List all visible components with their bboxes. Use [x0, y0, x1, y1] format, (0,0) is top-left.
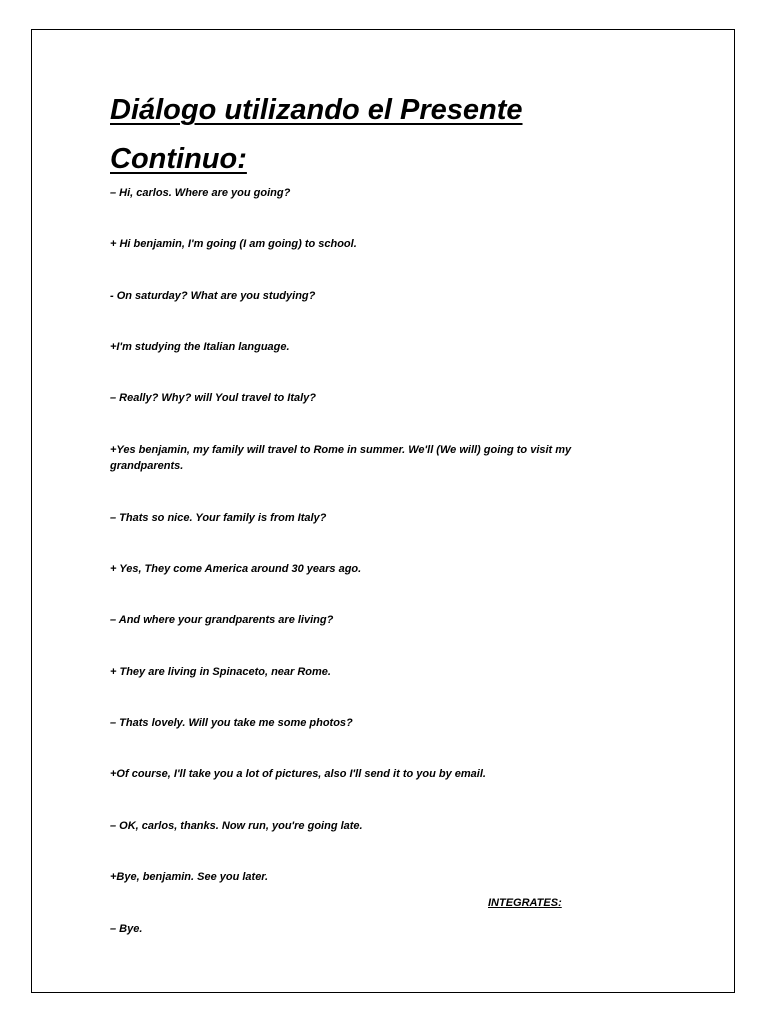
dialogue-line: +Bye, benjamin. See you later.	[110, 871, 269, 883]
dialogue-line: – And where your grandparents are living?	[110, 614, 334, 626]
dialogue-line: + Hi benjamin, I'm going (I am going) to school.	[110, 238, 357, 250]
dialogue-line: +Of course, I'll take you a lot of pictures, also I'll send it to you by email.	[110, 768, 486, 780]
dialogue-line: +Yes benjamin, my family will travel to Rome in summer. We'll (We will) going to visit my grandparents.	[110, 444, 572, 472]
dialogue-line: – OK, carlos, thanks. Now run, you're going late.	[110, 820, 363, 832]
dialogue-line: – Bye.	[110, 923, 143, 935]
dialogue-line: +I'm studying the Italian language.	[110, 341, 290, 353]
dialogue-line: – Thats lovely. Will you take me some photos?	[110, 717, 353, 729]
integrates-label: INTEGRATES:	[488, 897, 562, 909]
dialogue-line: – Hi, carlos. Where are you going?	[110, 187, 291, 199]
dialogue-line: + They are living in Spinaceto, near Rome.	[110, 666, 331, 678]
dialogue-line: – Thats so nice. Your family is from Italy?	[110, 512, 327, 524]
document-title: Diálogo utilizando el Presente Continuo:	[110, 94, 523, 175]
dialogue-line: + Yes, They come America around 30 years ago.	[110, 563, 362, 575]
dialogue-line: - On saturday? What are you studying?	[110, 290, 316, 302]
dialogue-line: – Really? Why? will Youl travel to Italy?	[110, 392, 316, 404]
